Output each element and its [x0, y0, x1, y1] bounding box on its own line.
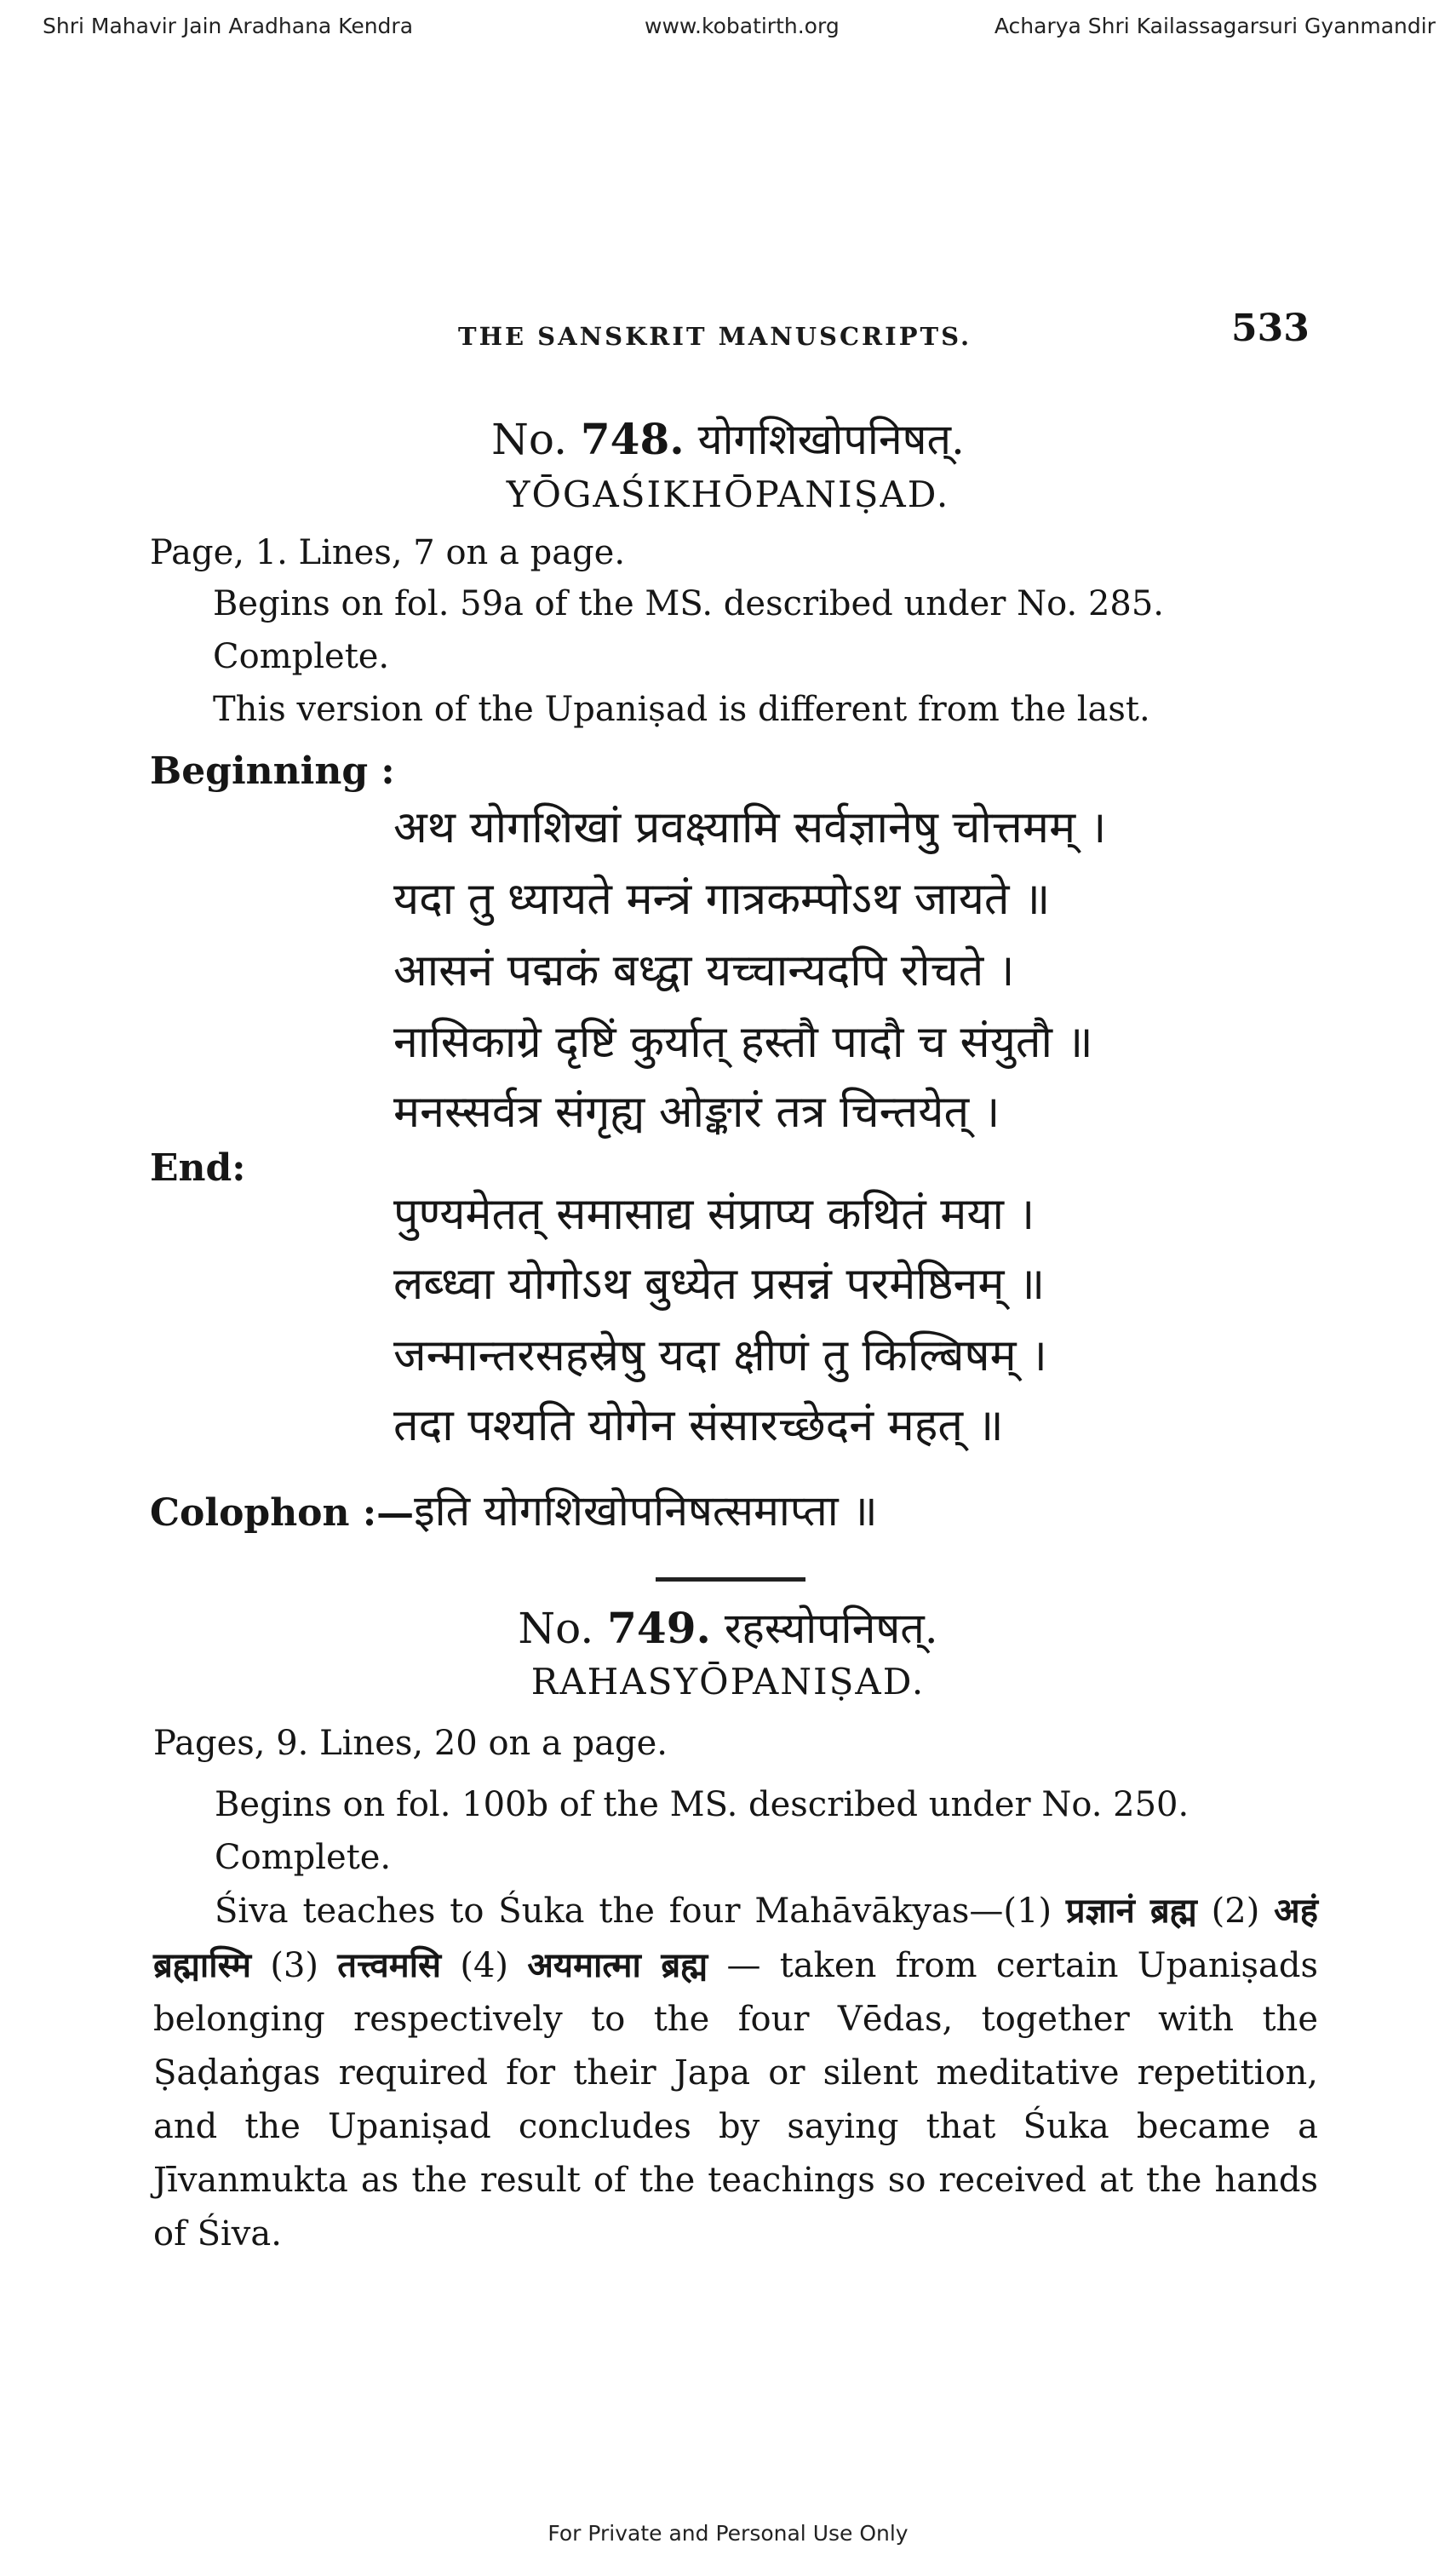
header-website: www.kobatirth.org — [645, 14, 840, 38]
description-text: — taken from certain Upaniṣads belonging respectively to the four Vēdas, together with the Ṣaḍaṅgas required for their Japa or silent meditative repetition, and the Upaniṣad concludes by saying that Śuka became a Jīvanmukta as the result of the teachings so received at the hands of Śiva. — [153, 1946, 1318, 2254]
entry-749-description — [153, 1884, 1318, 2261]
beginning-verse-line: यदा तु ध्यायते मन्त्रं गात्रकम्पोऽथ जायते ॥ — [393, 874, 1051, 925]
beginning-verse-line: नासिकाग्रे दृष्टिं कुर्यात् हस्तौ पादौ च संयुतौ ॥ — [393, 1017, 1093, 1068]
colophon — [150, 1480, 878, 1538]
section-divider — [656, 1577, 805, 1582]
page-number: 533 — [1231, 307, 1310, 350]
entry-748-no-label: No. — [491, 415, 567, 464]
description-text: (4) — [460, 1946, 509, 1985]
colophon-label: Colophon :— — [150, 1491, 415, 1535]
entry-749-no-label: No. — [518, 1604, 594, 1653]
beginning-verse-line: मनस्सर्वत्र संगृह्य ओङ्कारं तत्र चिन्तयेत् । — [393, 1087, 1000, 1138]
end-verse-line: जन्मान्तरसहस्रेषु यदा क्षीणं तु किल्बिषम् । — [393, 1330, 1047, 1381]
entry-748-title-devanagari: योगशिखोपनिषत्. — [697, 415, 965, 464]
entry-749-number: 749. — [607, 1603, 711, 1653]
entry-749-title — [0, 1598, 1456, 1656]
mahavakya-1: प्रज्ञानं ब्रह्म — [1065, 1891, 1197, 1931]
description-text: Śiva teaches to Śuka the four Mahāvākyas—(1) — [215, 1892, 1052, 1931]
description-text: (2) — [1211, 1892, 1260, 1931]
entry-748-note: This version of the Upaniṣad is different from the last. — [213, 690, 1150, 729]
entry-748-complete: Complete. — [213, 637, 390, 676]
header-left-text: Shri Mahavir Jain Aradhana Kendra — [43, 14, 414, 38]
entry-749-pages: Pages, 9. Lines, 20 on a page. — [153, 1724, 668, 1763]
end-verse-line: तदा पश्यति योगेन संसारच्छेदनं महत् ॥ — [393, 1400, 1004, 1451]
entry-749-complete: Complete. — [215, 1838, 392, 1877]
beginning-verse-line: अथ योगशिखां प्रवक्ष्यामि सर्वज्ञानेषु चोत्तमम् । — [393, 802, 1107, 853]
entry-748-number: 748. — [580, 414, 685, 464]
entry-749-begins: Begins on fol. 100b of the MS. described under No. 250. — [215, 1785, 1189, 1824]
entry-748-pages: Page, 1. Lines, 7 on a page. — [150, 533, 626, 572]
end-verse-line: लब्ध्वा योगोऽथ बुध्येत प्रसन्नं परमेष्ठिनम् ॥ — [393, 1259, 1046, 1310]
colophon-text: इति योगशिखोपनिषत्समाप्ता ॥ — [414, 1486, 878, 1536]
end-label: End: — [150, 1146, 246, 1190]
mahavakya-4: अयमात्मा ब्रह्म — [527, 1945, 708, 1985]
entry-748-title — [0, 409, 1456, 467]
beginning-label: Beginning : — [150, 749, 395, 793]
header-right-text: Acharya Shri Kailassagarsuri Gyanmandir — [994, 14, 1436, 38]
entry-748-begins: Begins on fol. 59a of the MS. described under No. 285. — [213, 584, 1165, 623]
description-text: (3) — [270, 1946, 319, 1985]
footer-notice: For Private and Personal Use Only — [547, 2521, 909, 2546]
mahavakya-2: अहं ब्रह्मास्मि — [153, 1891, 1318, 1985]
entry-749-title-devanagari: रहस्योपनिषत्. — [724, 1604, 938, 1653]
entry-749-title-roman: RAHASYŌPANIṢAD. — [530, 1661, 926, 1702]
entry-748-title-roman: YŌGAŚIKHŌPANIṢAD. — [506, 474, 950, 515]
mahavakya-3: तत्त्वमसि — [337, 1945, 442, 1985]
running-head: THE SANSKRIT MANUSCRIPTS. — [458, 322, 972, 351]
end-verse-line: पुण्यमेतत् समासाद्य संप्राप्य कथितं मया । — [393, 1189, 1035, 1240]
beginning-verse-line: आसनं पद्मकं बध्द्वा यच्चान्यदपि रोचते । — [393, 945, 1015, 996]
